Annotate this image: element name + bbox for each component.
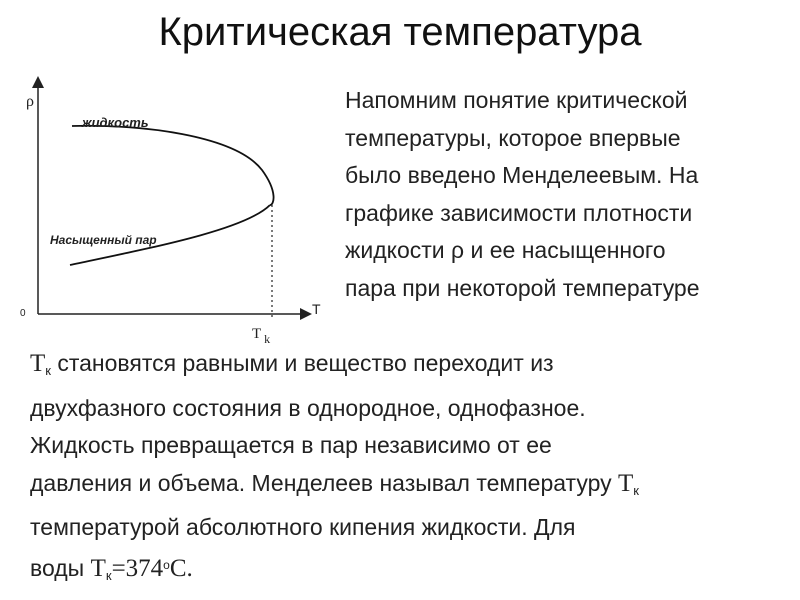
intro-line: температуры, которое впервые (345, 124, 681, 151)
origin-label: 0 (20, 308, 26, 319)
body-text-segment: становятся равными и вещество переходит из (50, 350, 554, 376)
body-line: Жидкость превращается в пар независимо от ее (30, 432, 552, 458)
degree-superscript: o (163, 557, 170, 572)
x-axis-label: T (312, 301, 321, 317)
critical-temp-subscript: к (633, 482, 639, 498)
density-temperature-graph (0, 70, 340, 360)
intro-line: пара при некоторой температуре (345, 274, 700, 301)
vapor-label: Насыщенный пар (50, 233, 157, 247)
body-line: температурой абсолютного кипения жидкости. Для (30, 514, 576, 540)
y-axis-label: ρ (26, 93, 34, 110)
intro-line: было введено Менделеевым. На (345, 162, 699, 188)
page-title: Критическая температура (158, 10, 642, 54)
body-paragraph (30, 345, 790, 594)
temperature-unit: С. (169, 554, 193, 582)
body-line (30, 465, 790, 510)
critical-temp-value: =374 (111, 554, 164, 582)
critical-temp-subscript: к (105, 567, 112, 583)
body-line: двухфазного состояния в однородное, однофазное. (30, 394, 586, 421)
intro-paragraph (345, 82, 785, 307)
body-line (30, 345, 790, 390)
body-line (30, 547, 790, 595)
critical-temp-subscript: к (45, 363, 51, 378)
intro-line: Напомним понятие критической (345, 87, 688, 113)
critical-temp-symbol: T (618, 469, 634, 497)
liquid-label: жидкость (82, 115, 149, 130)
critical-temp-symbol: T (90, 554, 106, 582)
body-text-segment: воды (30, 554, 91, 581)
intro-line: жидкости ρ и ее насыщенного (345, 237, 666, 263)
intro-line: графике зависимости плотности (345, 199, 693, 226)
critical-temperature-label: T $_k$ (252, 326, 271, 346)
liquid-branch-curve (72, 126, 274, 205)
body-text-segment: давления и объема. Менделеев называл температуру (30, 469, 619, 496)
critical-temp-symbol: T (30, 350, 46, 377)
